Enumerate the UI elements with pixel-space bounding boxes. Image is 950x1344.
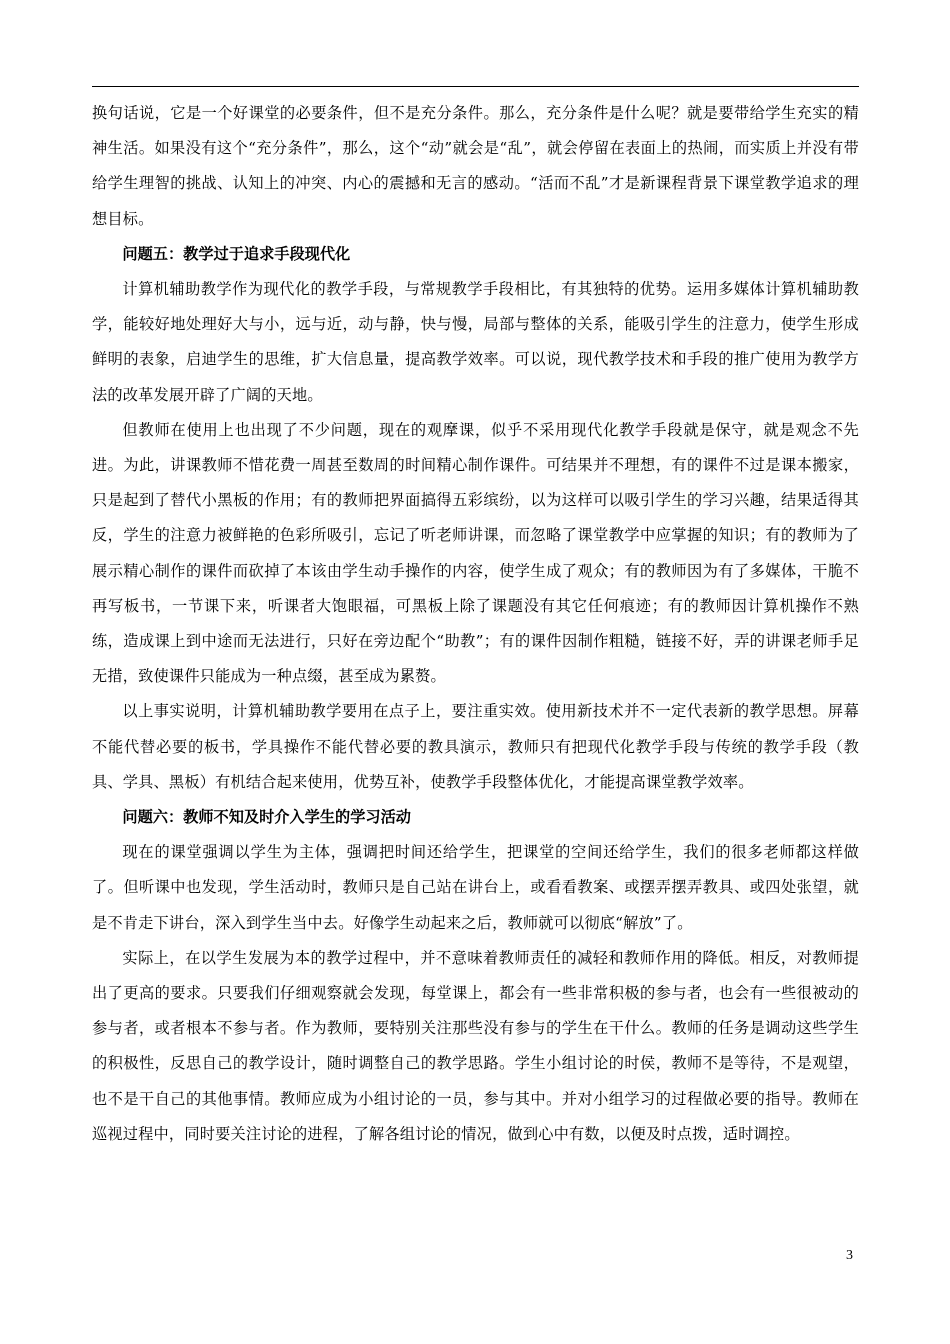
section-heading-problem-6: 问题六：教师不知及时介入学生的学习活动 [122,808,411,827]
document-body [92,96,859,1152]
paragraph: 计算机辅助教学作为现代化的教学手段，与常规教学手段相比，有其独特的优势。运用多媒体计算机辅助教学，能较好地处理好大与小，远与近，动与静，快与慢，局部与整体的关系，能吸引学生的注意力，使学生形成鲜明的表象，启迪学生的思维，扩大信息量，提高教学效率。可以说，现代教学技术和手段的推广使用为教学方法的改革发展开辟了广阔的天地。 [92,280,859,404]
paragraph: 实际上，在以学生发展为本的教学过程中，并不意味着教师责任的减轻和教师作用的降低。相反，对教师提出了更高的要求。只要我们仔细观察就会发现，每堂课上，都会有一些非常积极的参与者，也会有一些很被动的参与者，或者根本不参与者。作为教师，要特别关注那些没有参与的学生在干什么。教师的任务是调动这些学生的积极性，反思自己的教学设计，随时调整自己的教学思路。学生小组讨论的时侯，教师不是等待，不是观望，也不是干自己的其他事情。教师应成为小组讨论的一员，参与其中。并对小组学习的过程做必要的指导。教师在巡视过程中，同时要关注讨论的进程，了解各组讨论的情况，做到心中有数，以便及时点拨，适时调控。 [92,948,859,1143]
header-rule [92,86,859,87]
paragraph: 现在的课堂强调以学生为主体，强调把时间还给学生，把课堂的空间还给学生，我们的很多老师都这样做了。但听课中也发现，学生活动时，教师只是自己站在讲台上，或看看教案、或摆弄摆弄教具、或四处张望，就是不肯走下讲台，深入到学生当中去。好像学生动起来之后，教师就可以彻底“解放”了。 [92,843,859,932]
section-heading-problem-5: 问题五：教学过于追求手段现代化 [122,244,351,263]
paragraph: 但教师在使用上也出现了不少问题，现在的观摩课，似乎不采用现代化教学手段就是保守，就是观念不先进。为此，讲课教师不惜花费一周甚至数周的时间精心制作课件。可结果并不理想，有的课件不过是课本搬家，只是起到了替代小黑板的作用；有的教师把界面搞得五彩缤纷，以为这样可以吸引学生的学习兴趣，结果适得其反，学生的注意力被鲜艳的色彩所吸引，忘记了听老师讲课，而忽略了课堂教学中应掌握的知识；有的教师为了展示精心制作的课件而砍掉了本该由学生动手操作的内容，使学生成了观众；有的教师因为有了多媒体，干脆不再写板书，一节课下来，听课者大饱眼福，可黑板上除了课题没有其它任何痕迹；有的教师因计算机操作不熟练，造成课上到中途而无法进行，只好在旁边配个“助教”；有的课件因制作粗糙，链接不好，弄的讲课老师手足无措，致使课件只能成为一种点缀，甚至成为累赘。 [92,420,859,686]
paragraph: 以上事实说明，计算机辅助教学要用在点子上，要注重实效。使用新技术并不一定代表新的教学思想。屏幕不能代替必要的板书，学具操作不能代替必要的教具演示，教师只有把现代化教学手段与传统的教学手段（教具、学具、黑板）有机结合起来使用，优势互补，使教学手段整体优化，才能提高课堂教学效率。 [92,702,859,791]
paragraph-continuation: 换句话说，它是一个好课堂的必要条件，但不是充分条件。那么，充分条件是什么呢？就是要带给学生充实的精神生活。如果没有这个“充分条件”，那么，这个“动”就会是“乱”，就会停留在表面上的热闹，而实质上并没有带给学生理智的挑战、认知上的冲突、内心的震撼和无言的感动。“活而不乱”才是新课程背景下课堂教学追求的理想目标。 [92,104,859,228]
page-number: 3 [846,1248,853,1263]
